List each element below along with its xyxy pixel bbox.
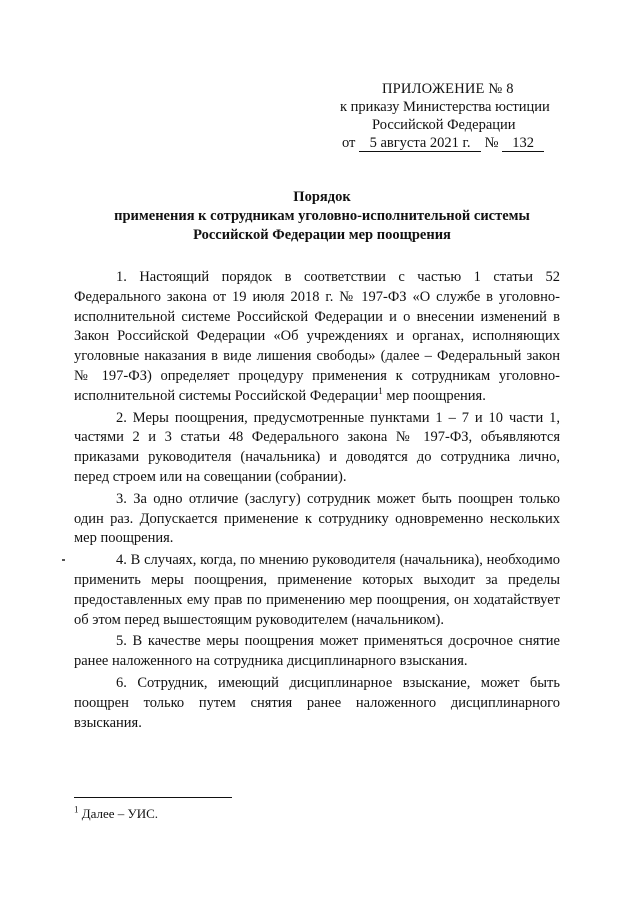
footnote-text: Далее – УИС.: [78, 806, 159, 821]
paragraph-5: 5. В качестве меры поощрения может применяться досрочное снятие ранее наложенного на сотрудника дисциплинарного взыскания.: [74, 633, 560, 670]
number-prefix: №: [484, 135, 499, 151]
footnote: [74, 806, 158, 822]
heading-line-1: Порядок: [293, 189, 351, 205]
heading-line-3: Российской Федерации мер поощрения: [193, 227, 451, 243]
heading-line-2: применения к сотрудникам уголовно-исполнительной системы: [114, 208, 530, 224]
paragraph-2: 2. Меры поощрения, предусмотренные пунктами 1 – 7 и 10 части 1, частями 2 и 3 статьи 48 Федерального закона № 197-ФЗ, объявляются приказами руководителя (начальника) и доводятся до сотрудника лично, перед строем или на совещании (собрании).: [74, 409, 560, 485]
paragraph-1: [74, 268, 560, 407]
footnote-mark: 1: [74, 804, 79, 815]
appendix-title: ПРИЛОЖЕНИЕ № 8: [382, 81, 514, 97]
paragraph-3: 3. За одно отличие (заслугу) сотрудник может быть поощрен только один раз. Допускается применение к сотруднику одновременно нескольких мер поощрения.: [74, 490, 560, 547]
date-prefix: от: [342, 135, 356, 151]
paragraph-1-tail: мер поощрения.: [382, 387, 486, 404]
order-number: 132: [502, 136, 544, 152]
footnote-reference: 1: [378, 385, 383, 396]
document-body: [74, 268, 560, 733]
appendix-date-line: [330, 134, 570, 152]
paragraph-1-text: 1. Настоящий порядок в соответствии с частью 1 статьи 52 Федерального закона от 19 июля 2018 г. № 197-ФЗ «О службе в уголовно-исполнительной системе Российской Федерации и о внесении изменений в Закон Российской Федерации «Об учреждениях и органах, исполняющих уголовные наказания в виде лишения свободы» (далее – Федеральный закон № 197-ФЗ) определяет процедуру применения к сотрудникам уголовно-исполнительной системы Российской Федерации: [74, 269, 560, 404]
paragraph-4: 4. В случаях, когда, по мнению руководителя (начальника), необходимо применить меры поощрения, применение которых выходит за пределы предоставленных ему прав по применению мер поощрения, он ходатайствует об этом перед вышестоящим руководителем (начальником).: [74, 552, 560, 628]
footnote-divider: [74, 797, 232, 798]
document-heading: [60, 188, 584, 245]
appendix-federation-line: Российской Федерации: [372, 117, 516, 133]
appendix-block: [330, 80, 570, 152]
scan-artifact: [62, 559, 65, 561]
paragraph-6: 6. Сотрудник, имеющий дисциплинарное взыскание, может быть поощрен только путем снятия ранее наложенного дисциплинарного взыскания.: [74, 674, 560, 731]
order-date: 5 августа 2021 г.: [359, 136, 481, 152]
appendix-order-line: к приказу Министерства юстиции: [340, 99, 550, 115]
